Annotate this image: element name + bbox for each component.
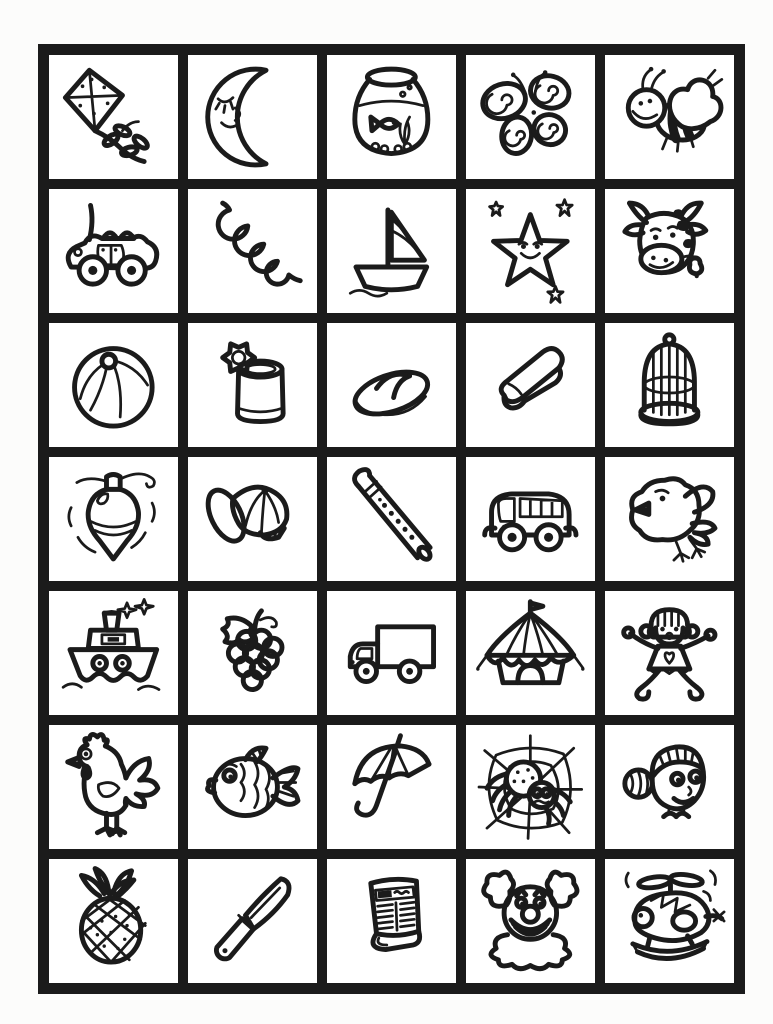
cell-eraser [466,323,595,447]
picture-grid [38,44,745,994]
flip-flop-icon [332,328,451,442]
ship-icon [54,596,173,710]
umbrella-icon [332,730,451,844]
cell-ball [49,323,178,447]
cell-circus-tent [466,591,595,715]
cell-pineapple [49,859,178,983]
sailboat-icon [332,194,451,308]
cap-icon [193,462,312,576]
cell-truck [327,591,456,715]
spider-icon [471,730,590,844]
clown-icon [471,864,590,978]
bus-icon [471,462,590,576]
cell-bird [605,457,734,581]
cell-sailboat [327,189,456,313]
eraser-icon [471,328,590,442]
cell-ship [49,591,178,715]
fishbowl-icon [332,60,451,174]
knife-icon [193,864,312,978]
cell-cow [605,189,734,313]
spinning-top-icon [54,462,173,576]
cell-flip-flop [327,323,456,447]
cell-recorder [327,457,456,581]
cell-car [49,189,178,313]
cell-girl [605,725,734,849]
bee-icon [610,60,729,174]
newspaper-icon [332,864,451,978]
ball-icon [54,328,173,442]
kite-icon [54,60,173,174]
cell-moon [188,55,317,179]
cell-butterfly [466,55,595,179]
moon-icon [193,60,312,174]
helicopter-icon [610,864,729,978]
cell-rooster [49,725,178,849]
rooster-icon [54,730,173,844]
tin-can-icon [193,328,312,442]
cell-spinning-top [49,457,178,581]
cell-bus [466,457,595,581]
pineapple-icon [54,864,173,978]
cell-newspaper [327,859,456,983]
cell-spring [188,189,317,313]
truck-icon [332,596,451,710]
cell-fishbowl [327,55,456,179]
cell-birdcage [605,323,734,447]
butterfly-icon [471,60,590,174]
cell-umbrella [327,725,456,849]
cell-clown [466,859,595,983]
cell-doll [605,591,734,715]
star-icon [471,194,590,308]
car-icon [54,194,173,308]
cell-helicopter [605,859,734,983]
cow-icon [610,194,729,308]
cell-cap [188,457,317,581]
fish-icon [193,730,312,844]
cell-grapes [188,591,317,715]
cell-knife [188,859,317,983]
spring-icon [193,194,312,308]
cell-spider [466,725,595,849]
cell-tin-can [188,323,317,447]
birdcage-icon [610,328,729,442]
cell-bee [605,55,734,179]
girl-icon [610,730,729,844]
cell-kite [49,55,178,179]
circus-tent-icon [471,596,590,710]
cell-star [466,189,595,313]
bird-icon [610,462,729,576]
grapes-icon [193,596,312,710]
recorder-icon [332,462,451,576]
doll-icon [610,596,729,710]
cell-fish [188,725,317,849]
